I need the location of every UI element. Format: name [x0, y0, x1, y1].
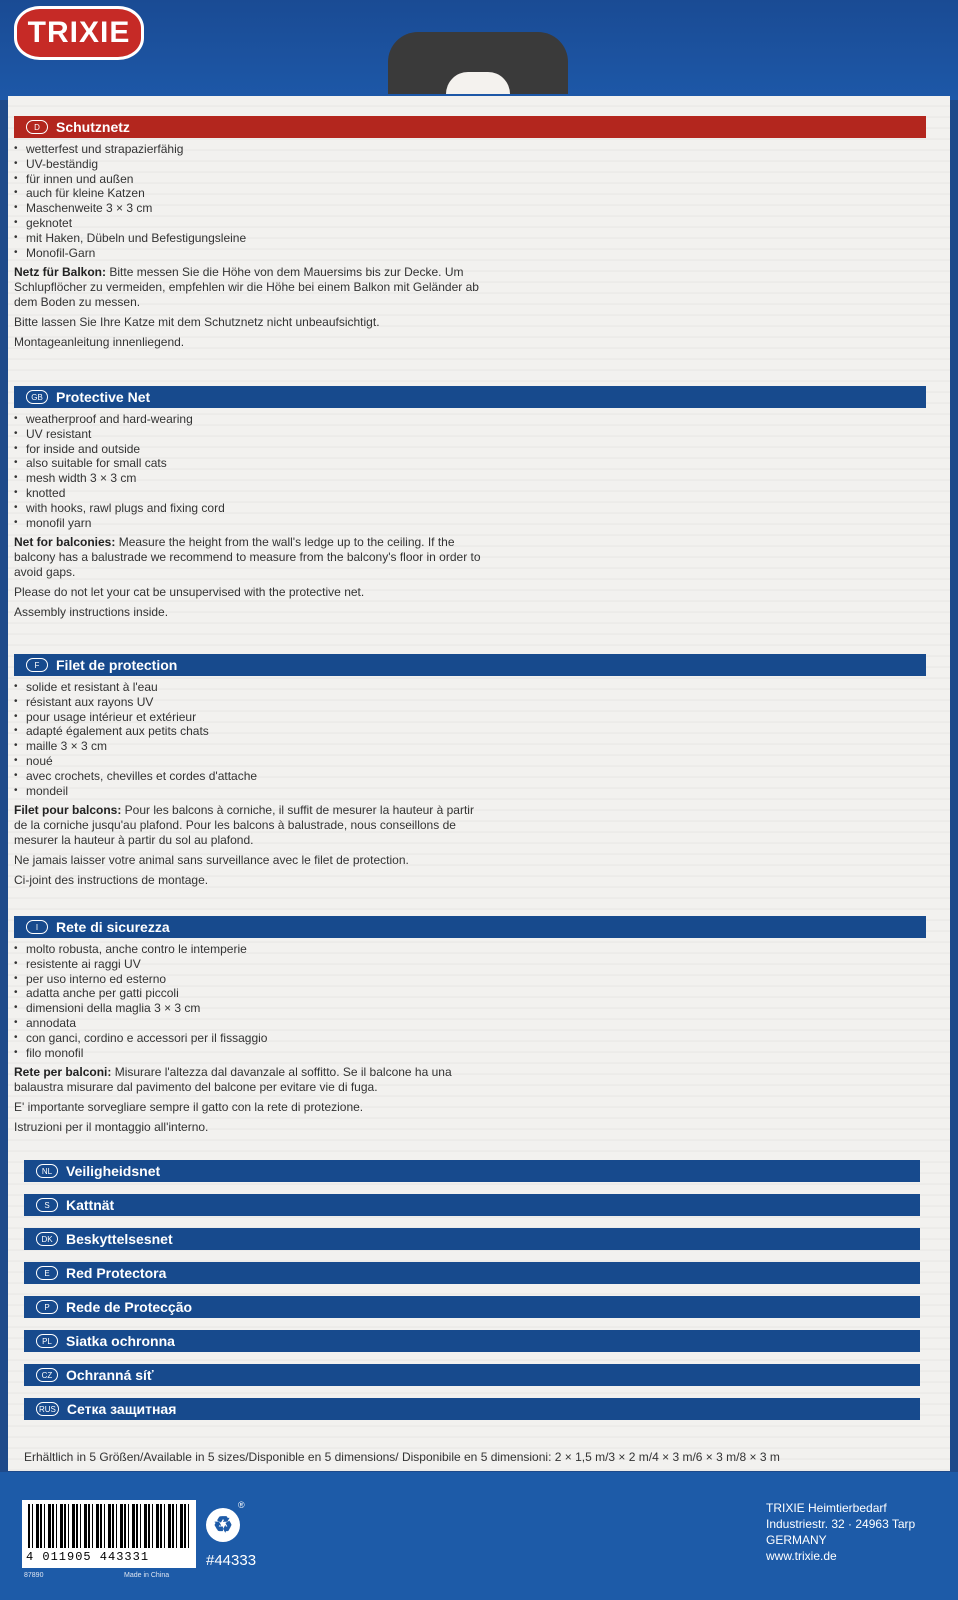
list-item: • mesh width 3 × 3 cm	[14, 471, 926, 486]
list-item: • also suitable for small cats	[14, 456, 926, 471]
list-item: • mit Haken, Dübeln und Befestigungsleine	[14, 231, 926, 246]
registered-mark: ®	[238, 1500, 245, 1510]
language-code-badge: P	[36, 1300, 58, 1314]
feature-list	[14, 942, 926, 1060]
address-line: TRIXIE Heimtierbedarf	[766, 1501, 887, 1515]
language-code-badge: I	[26, 920, 48, 934]
warning-text: Bitte lassen Sie Ihre Katze mit dem Schutznetz nicht unbeaufsichtigt.	[14, 314, 380, 329]
language-title: Ochranná síť	[66, 1367, 154, 1383]
warning-text: E' importante sorvegliare sempre il gatto con la rete di protezione.	[14, 1099, 364, 1114]
language-code-badge: DK	[36, 1232, 58, 1246]
recycle-icon: ♻	[206, 1508, 240, 1542]
feature-list	[14, 412, 926, 530]
list-item: • solide et resistant à l'eau	[14, 680, 926, 695]
balcony-label: Netz für Balkon:	[14, 265, 107, 280]
list-item: • annodata	[14, 1016, 926, 1031]
list-item: • monofil yarn	[14, 516, 926, 531]
list-item: • filo monofil	[14, 1046, 926, 1061]
balcony-label: Rete per balconi:	[14, 1065, 112, 1080]
list-item: • adapté également aux petits chats	[14, 724, 926, 739]
list-item: • resistente ai raggi UV	[14, 957, 926, 972]
balcony-paragraph	[14, 1065, 484, 1095]
list-item: • auch für kleine Katzen	[14, 186, 926, 201]
language-code-badge: GB	[26, 390, 48, 404]
language-title: Siatka ochronna	[66, 1333, 175, 1349]
feature-list	[14, 142, 926, 260]
address-line: GERMANY	[766, 1533, 827, 1547]
language-title: Veiligheidsnet	[66, 1163, 161, 1179]
list-item: • noué	[14, 754, 926, 769]
balcony-text: Measure the height from the wall's ledge up to the ceiling. If the balcony has a balustrade we recommend to measure from the balcony's floor in order to avoid gaps.	[14, 535, 481, 579]
list-item: • knotted	[14, 486, 926, 501]
section-title: Schutznetz	[56, 119, 130, 135]
assembly-text: Montageanleitung innenliegend.	[14, 334, 185, 349]
language-bar-e	[24, 1262, 920, 1284]
warning-text: Ne jamais laisser votre animal sans surveillance avec le filet de protection.	[14, 852, 409, 867]
barcode-number: 4 011905 443331	[26, 1550, 150, 1564]
language-code-badge: NL	[36, 1164, 58, 1178]
language-bar-cz	[24, 1364, 920, 1386]
language-code-badge: E	[36, 1266, 58, 1280]
language-bar-rus	[24, 1398, 920, 1420]
list-item: • Monofil-Garn	[14, 246, 926, 261]
list-item: • for inside and outside	[14, 442, 926, 457]
assembly-text: Ci-joint des instructions de montage.	[14, 872, 209, 887]
language-code-badge: PL	[36, 1334, 58, 1348]
section-title: Filet de protection	[56, 657, 178, 673]
barcode-bars	[28, 1504, 190, 1548]
list-item: • con ganci, cordino e accessori per il fissaggio	[14, 1031, 926, 1046]
list-item: • UV-beständig	[14, 157, 926, 172]
product-code-small: 87890	[24, 1572, 44, 1579]
language-bar-dk	[24, 1228, 920, 1250]
balcony-paragraph	[14, 265, 484, 309]
barcode	[22, 1500, 196, 1568]
trixie-logo: TRIXIE	[14, 6, 144, 60]
list-item: • résistant aux rayons UV	[14, 695, 926, 710]
footer	[0, 1472, 958, 1600]
website-link: www.trixie.de	[766, 1549, 837, 1563]
warning-text: Please do not let your cat be unsupervised with the protective net.	[14, 584, 365, 599]
made-in-label: Made in China	[124, 1572, 170, 1579]
list-item: • mondeil	[14, 784, 926, 799]
list-item: • Maschenweite 3 × 3 cm	[14, 201, 926, 216]
list-item: • weatherproof and hard-wearing	[14, 412, 926, 427]
language-bar-s	[24, 1194, 920, 1216]
list-item: • with hooks, rawl plugs and fixing cord	[14, 501, 926, 516]
balcony-label: Filet pour balcons:	[14, 803, 122, 818]
list-item: • molto robusta, anche contro le intemperie	[14, 942, 926, 957]
list-item: • dimensioni della maglia 3 × 3 cm	[14, 1001, 926, 1016]
language-code-badge: CZ	[36, 1368, 58, 1382]
list-item: • für innen und außen	[14, 172, 926, 187]
assembly-text: Assembly instructions inside.	[14, 604, 169, 619]
balcony-paragraph	[14, 535, 484, 579]
balcony-text: Bitte messen Sie die Höhe von dem Mauersims bis zur Decke. Um Schlupflöcher zu vermeiden, empfehlen wir die Höhe bei einem Balkon mit Geländer ab dem Boden zu messen.	[14, 265, 479, 309]
balcony-label: Net for balconies:	[14, 535, 116, 550]
language-bar-p	[24, 1296, 920, 1318]
language-code-badge: RUS	[36, 1402, 59, 1416]
section-header	[14, 654, 926, 676]
language-code-badge: F	[26, 658, 48, 672]
balcony-text: Pour les balcons à corniche, il suffit de mesurer la hauteur à partir de la corniche jusqu'au plafond. Pour les balcons à balustrade, nous conseillons de mesurer la hauteur à partir du sol au plafond.	[14, 803, 474, 847]
section-it	[14, 916, 926, 1135]
section-header	[14, 116, 926, 138]
language-title: Beskyttelsesnet	[66, 1231, 173, 1247]
list-item: • UV resistant	[14, 427, 926, 442]
list-item: • per uso interno ed esterno	[14, 972, 926, 987]
section-fr	[14, 654, 926, 887]
list-item: • geknotet	[14, 216, 926, 231]
list-item: • maille 3 × 3 cm	[14, 739, 926, 754]
language-bar-nl	[24, 1160, 920, 1182]
language-code-badge: S	[36, 1198, 58, 1212]
section-de	[14, 116, 926, 349]
list-item: • adatta anche per gatti piccoli	[14, 986, 926, 1001]
address-line: Industriestr. 32 · 24963 Tarp	[766, 1517, 916, 1531]
section-title: Rete di sicurezza	[56, 919, 170, 935]
section-title: Protective Net	[56, 389, 151, 405]
section-gb	[14, 386, 926, 619]
balcony-text: Misurare l'altezza dal davanzale al soffitto. Se il balcone ha una balaustra misurare dal pavimento del balcone per evitare vie di fuga.	[14, 1065, 452, 1095]
section-header	[14, 386, 926, 408]
available-sizes-text: Erhältlich in 5 Größen/Available in 5 sizes/Disponible en 5 dimensions/ Disponibile en 5 dimensioni: 2 × 1,5 m/3 × 2 m/4 × 3 m/6 × 3 m/8 × 3 m	[24, 1450, 780, 1464]
hang-hole	[388, 32, 568, 94]
language-title: Kattnät	[66, 1197, 115, 1213]
list-item: • wetterfest und strapazierfähig	[14, 142, 926, 157]
company-address	[766, 1500, 915, 1564]
language-title: Red Protectora	[66, 1265, 167, 1281]
list-item: • pour usage intérieur et extérieur	[14, 710, 926, 725]
feature-list	[14, 680, 926, 798]
list-item: • avec crochets, chevilles et cordes d'attache	[14, 769, 926, 784]
top-band	[0, 0, 958, 100]
language-title: Rede de Protecção	[66, 1299, 193, 1315]
language-bar-pl	[24, 1330, 920, 1352]
section-header	[14, 916, 926, 938]
language-code-badge: D	[26, 120, 48, 134]
balcony-paragraph	[14, 803, 484, 847]
assembly-text: Istruzioni per il montaggio all'interno.	[14, 1119, 209, 1134]
article-number: #44333	[206, 1552, 257, 1569]
language-title: Сетка защитная	[66, 1401, 177, 1417]
